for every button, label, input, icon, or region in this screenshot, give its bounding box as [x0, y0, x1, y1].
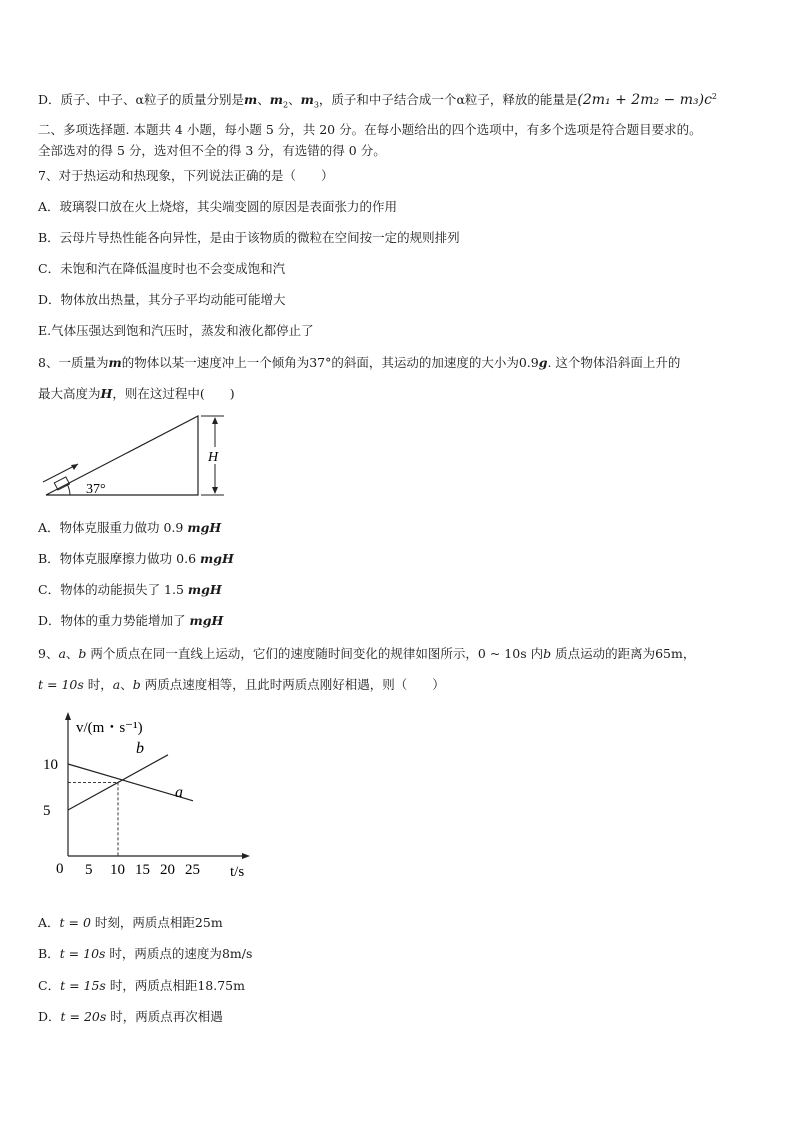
energy-formula: (2m₁ + 2m₂ − m₃)c: [577, 92, 712, 109]
y-tick-label: 5: [43, 803, 51, 819]
q7-option-b: B．云母片导热性能各向异性，是由于该物质的微粒在空间按一定的规则排列: [38, 230, 460, 245]
q9-option-d: D．t = 20s 时，两质点再次相遇: [38, 1009, 223, 1024]
q9-stem-2: t = 10s 时，a、b 两质点速度相等，且此时两质点刚好相遇，则（ ）: [38, 677, 445, 692]
q8-option-c: C．物体的动能损失了 1.5 mgH: [38, 582, 222, 597]
y-axis-label: v/(m・s⁻¹): [76, 720, 143, 736]
height-label: H: [208, 450, 219, 465]
tick-labels: [43, 757, 200, 878]
origin-label: 0: [56, 861, 64, 877]
x-axis-label: t/s: [230, 864, 245, 880]
series-label-b: b: [136, 739, 144, 757]
angle-arc: [67, 484, 70, 495]
series-lines: [68, 740, 193, 856]
q9-option-a: A．t = 0 时刻，两质点相距25m: [38, 915, 223, 930]
y-axis-arrow: [65, 712, 71, 720]
q8-stem-1: 8、一质量为m的物体以某一速度冲上一个倾角为37°的斜面，其运动的加速度的大小为0.9g. 这个物体沿斜面上升的: [38, 355, 681, 370]
q8-stem-2: 最大高度为H，则在这过程中( ): [38, 386, 235, 401]
incline-figure: [38, 410, 238, 505]
y-tick-label: 10: [43, 757, 58, 773]
x-tick-label: 15: [135, 862, 150, 878]
section2-instructions-2: 全部选对的得 5 分，选对但不全的得 3 分，有选错的得 0 分。: [38, 143, 386, 158]
section2-instructions-1: 二、多项选择题. 本题共 4 小题，每小题 5 分，共 20 分。在每小题给出的四个选项中，有多个选项是符合题目要求的。: [38, 122, 702, 137]
angle-label: 37°: [86, 482, 106, 497]
q7-option-a: A．玻璃裂口放在火上烧熔，其尖端变圆的原因是表面张力的作用: [38, 199, 398, 214]
q7-option-d: D．物体放出热量，其分子平均动能可能增大: [38, 292, 286, 307]
x-tick-label: 5: [85, 862, 93, 878]
series-label-a: a: [175, 783, 183, 801]
q9-option-b: B．t = 10s 时，两质点的速度为8m/s: [38, 946, 253, 961]
q7-stem: 7、对于热运动和热现象，下列说法正确的是（ ）: [38, 168, 334, 183]
x-axis-arrow: [242, 853, 250, 859]
height-arrow-up: [212, 417, 218, 424]
height-arrow-down: [212, 487, 218, 494]
x-tick-label: 20: [160, 862, 175, 878]
q7-option-c: C．未饱和汽在降低温度时也不会变成饱和汽: [38, 261, 286, 276]
q9-option-c: C．t = 15s 时，两质点相距18.75m: [38, 978, 245, 993]
q8-option-d: D．物体的重力势能增加了 mgH: [38, 613, 224, 628]
q8-option-b: B．物体克服摩擦力做功 0.6 mgH: [38, 551, 234, 566]
q9-stem-1: 9、a、b 两个质点在同一直线上运动，它们的速度随时间变化的规律如图所示，0 ~ 10s 内b 质点运动的距离为65m，: [38, 646, 696, 661]
x-tick-label: 10: [110, 862, 125, 878]
velocity-time-chart: [38, 708, 263, 888]
x-tick-label: 25: [185, 862, 200, 878]
prev-option-d: D．质子、中子、α粒子的质量分别是m、$m_2$、$m_3$，质子和中子结合成一个α粒子，释放的能量是$(2m_1 + 2m_2 - m_3)c^2$: [38, 92, 718, 110]
q7-option-e: E.气体压强达到饱和汽压时，蒸发和液化都停止了: [38, 323, 314, 338]
q8-option-a: A．物体克服重力做功 0.9 mgH: [38, 520, 222, 535]
